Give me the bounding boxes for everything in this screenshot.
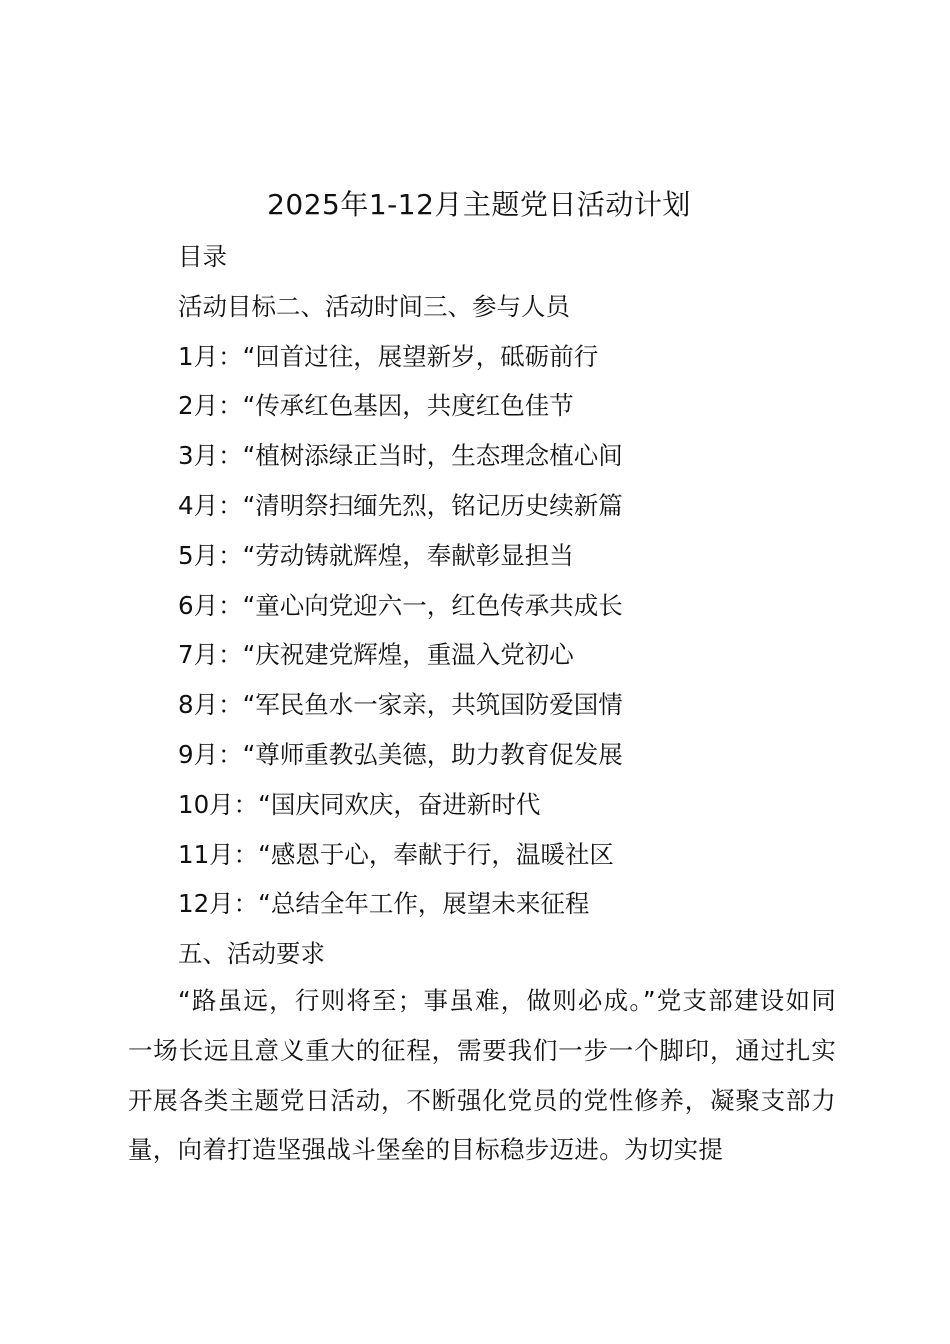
toc-sections: 活动目标二、活动时间三、参与人员: [178, 291, 570, 321]
document-title: 2025年1-12月主题党日活动计划: [267, 188, 691, 221]
table-of-contents: [178, 232, 878, 979]
month-item-8: 8月：“军民鱼水一家亲，共筑国防爱国情: [178, 690, 623, 720]
month-item-2: 2月：“传承红色基因，共度红色佳节: [178, 391, 574, 421]
month-item-10: 10月：“国庆同欢庆，奋进新时代: [178, 789, 541, 819]
month-item-5: 5月：“劳动铸就辉煌，奉献彰显担当: [178, 540, 574, 570]
month-item-7: 7月：“庆祝建党辉煌，重温入党初心: [178, 640, 574, 670]
month-item-12: 12月：“总结全年工作，展望未来征程: [178, 889, 590, 919]
month-item-1: 1月：“回首过往，展望新岁，砥砺前行: [178, 341, 599, 371]
month-item-11: 11月：“感恩于心，奉献于行，温暖社区: [178, 839, 614, 869]
month-item-9: 9月：“尊师重教弘美德，助力教育促发展: [178, 739, 623, 769]
month-item-6: 6月：“童心向党迎六一，红色传承共成长: [178, 590, 623, 620]
body-paragraph: “路虽远，行则将至；事虽难，做则必成。”党支部建设如同一场长远且意义重大的征程，需要我们一步一个脚印，通过扎实开展各类主题党日活动，不断强化党员的党性修养，凝聚支部力量，向着打造坚强战斗堡垒的目标稳步迈进。为切实提: [128, 986, 836, 1165]
toc-heading: 目录: [178, 242, 227, 271]
month-item-4: 4月：“清明祭扫缅先烈，铭记历史续新篇: [178, 490, 623, 520]
month-item-3: 3月：“植树添绿正当时，生态理念植心间: [178, 441, 623, 471]
section-five-heading: 五、活动要求: [178, 939, 325, 969]
